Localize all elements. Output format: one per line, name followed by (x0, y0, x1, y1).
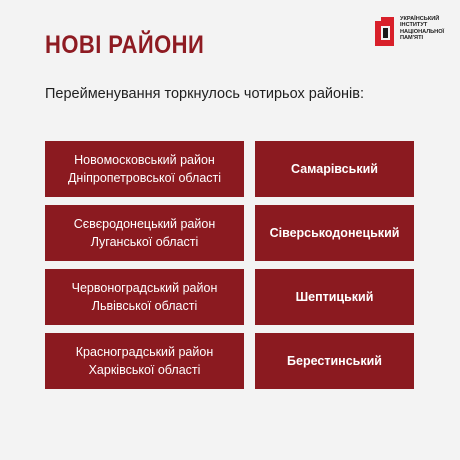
logo-line: ПАМ'ЯТІ (400, 34, 424, 41)
logo-line: НАЦІОНАЛЬНОЇ (400, 28, 445, 35)
old-district-card (45, 333, 244, 389)
page-title: НОВІ РАЙОНИ (45, 31, 205, 59)
logo-line: ІНСТИТУТ (400, 22, 428, 29)
new-district-name: Самарівський (291, 162, 378, 176)
new-district-card (255, 333, 414, 389)
new-district-name: Сіверськодонецький (269, 226, 400, 240)
intro-text: Перейменування торкнулось чотирьох районів: (45, 86, 365, 102)
old-district-region: Львівської області (91, 299, 198, 313)
new-district-name: Шептицький (295, 290, 374, 304)
old-district-region: Харківської області (88, 363, 201, 377)
new-district-card (255, 141, 414, 197)
new-district-card (255, 269, 414, 325)
old-district-card (45, 205, 244, 261)
old-district-name: Червоноградський район (71, 281, 218, 295)
old-district-region: Дніпропетровської області (67, 171, 222, 185)
old-district-name: Красноградський район (75, 345, 214, 359)
logo-text (400, 16, 444, 41)
new-district-card (255, 205, 414, 261)
new-district-name: Берестинський (287, 354, 382, 368)
institute-logo (375, 16, 455, 46)
old-district-name: Новомосковський район (74, 153, 215, 167)
old-district-card (45, 141, 244, 197)
old-district-name: Сєвєродонецький район (73, 217, 216, 231)
logo-line: УКРАЇНСЬКИЙ (400, 16, 440, 22)
institute-logo-icon (375, 17, 394, 46)
old-district-card (45, 269, 244, 325)
old-district-region: Луганської області (90, 235, 199, 249)
